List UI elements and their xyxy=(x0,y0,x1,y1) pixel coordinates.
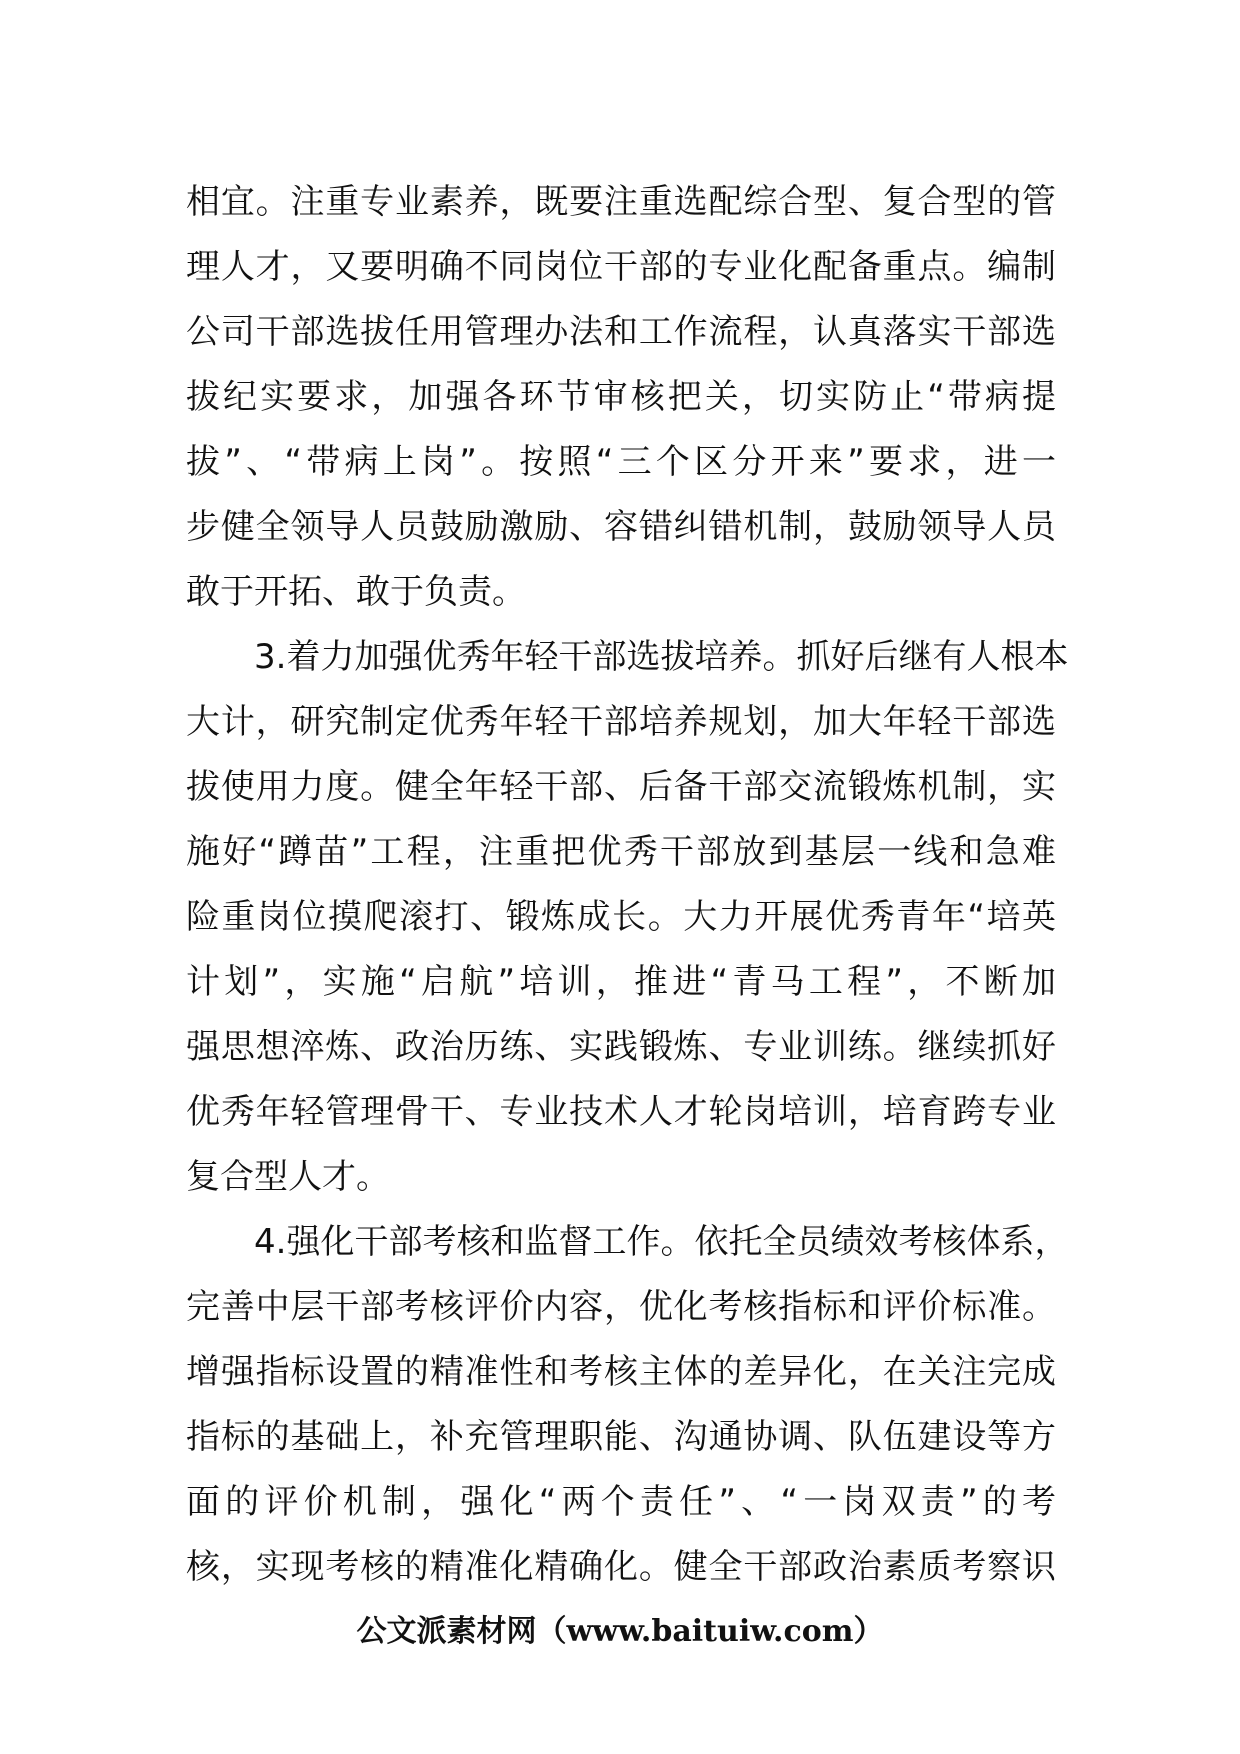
paragraph-heading-line: 3.着力加强优秀年轻干部选拔培养。抓好后继有人根本 xyxy=(254,637,1069,677)
text-line: 指标的基础上，补充管理职能、沟通协调、队伍建设等方 xyxy=(186,1417,1056,1457)
text-line: 增强指标设置的精准性和考核主体的差异化，在关注完成 xyxy=(186,1352,1056,1392)
text-line: 拔使用力度。健全年轻干部、后备干部交流锻炼机制，实 xyxy=(186,767,1056,807)
text-line: 险重岗位摸爬滚打、锻炼成长。大力开展优秀青年“培英 xyxy=(186,897,1056,937)
body-text xyxy=(186,170,1069,1600)
text-line: 计划”，实施“启航”培训，推进“青马工程”，不断加 xyxy=(186,962,1056,1002)
text-line: 步健全领导人员鼓励激励、容错纠错机制，鼓励领导人员 xyxy=(186,507,1056,547)
text-line: 理人才，又要明确不同岗位干部的专业化配备重点。编制 xyxy=(186,247,1056,287)
text-line: 相宜。注重专业素养，既要注重选配综合型、复合型的管 xyxy=(186,182,1056,222)
text-line: 面的评价机制，强化“两个责任”、“一岗双责”的考 xyxy=(186,1482,1056,1522)
text-line: 核，实现考核的精准化精确化。健全干部政治素质考察识 xyxy=(186,1547,1056,1587)
text-line: 拔纪实要求，加强各环节审核把关，切实防止“带病提 xyxy=(186,377,1056,417)
text-line: 拔”、“带病上岗”。按照“三个区分开来”要求，进一 xyxy=(186,442,1056,482)
footer-watermark: 公文派素材网（www.baituiw.com） xyxy=(356,1614,884,1649)
text-line: 优秀年轻管理骨干、专业技术人才轮岗培训，培育跨专业 xyxy=(186,1092,1056,1132)
text-line: 公司干部选拔任用管理办法和工作流程，认真落实干部选 xyxy=(186,312,1056,352)
text-line: 强思想淬炼、政治历练、实践锻炼、专业训练。继续抓好 xyxy=(186,1027,1056,1067)
text-line: 施好“蹲苗”工程，注重把优秀干部放到基层一线和急难 xyxy=(186,832,1056,872)
text-line: 完善中层干部考核评价内容，优化考核指标和评价标准。 xyxy=(186,1287,1056,1327)
text-line: 敢于开拓、敢于负责。 xyxy=(186,572,526,612)
text-line: 大计，研究制定优秀年轻干部培养规划，加大年轻干部选 xyxy=(186,702,1056,742)
text-line: 复合型人才。 xyxy=(186,1157,390,1197)
paragraph-heading-line: 4.强化干部考核和监督工作。依托全员绩效考核体系， xyxy=(254,1222,1069,1262)
